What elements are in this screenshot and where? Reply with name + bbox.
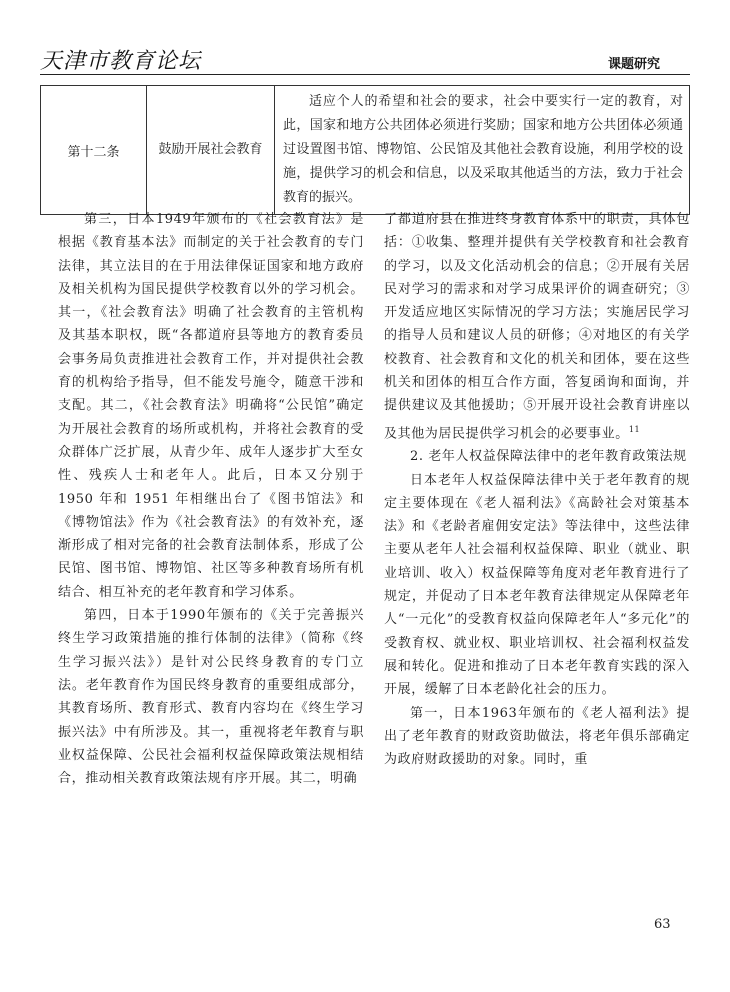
paragraph: 日本老年人权益保障法律中关于老年教育的规定主要体现在《老人福利法》《高龄社会对策基本法》和《老龄者雇佣安定法》等法律中，这些法律主要从老年人社会福利权益保障、职业（就业、职业培训、收入）权益保障等角度对老年教育进行了规定，并促动了日本老年教育法律规定从保障老年人“一元化”的受教育权益向保障老年人“多元化”的受教育权、就业权、职业培训权、社会福利权益发展和转化。促进和推动了日本老年教育实践的深入开展，缓解了日本老龄化社会的压力。 bbox=[384, 472, 690, 698]
footnote-marker: 11 bbox=[628, 424, 641, 434]
page-number: 63 bbox=[654, 917, 671, 932]
journal-logo: 天津市教育论坛 bbox=[40, 49, 202, 74]
paragraph: 第三，日本1949年颁布的《社会教育法》是根据《教育基本法》而制定的关于社会教育的专门法律，其立法目的在于用法律保证国家和地方政府及相关机构为国民提供学校教育以外的学习机会。其一，《社会教育法》明确了社会教育的主管机构及其基本职权，既“各都道府县等地方的教育委员会事务局负责推进社会教育工作，并对提供社会教育的机构给予指导，但不能发号施令，随意干涉和支配。其二，《社会教育法》明确将“公民馆”确定为开展社会教育的场所或机构，并将社会教育的受众群体广泛扩展，从青少年、成年人逐步扩大至女性、残疾人士和老年人。此后，日本又分别于 1950 年和 1951 年相继出台了《图书馆法》和《博物馆法》作为《社会教育法》的有效补充，逐渐形成了相对完备的社会教育法制体系，形成了公民馆、图书馆、博物馆、社区等多种教育场所有机结合、相互补充的老年教育和学习体系。 bbox=[58, 212, 364, 600]
law-table bbox=[40, 85, 690, 215]
paragraph: 第四，日本于1990年颁布的《关于完善振兴终生学习政策措施的推行体制的法律》（简称《终生学习振兴法》）是针对公民终身教育的专门立法。老年教育作为国民终身教育的重要组成部分，其教育场所、教育形式、教育内容均在《终生学习振兴法》中有所涉及。其一，重视将老年教育与职业权益保障、公民社会福利权益保障政策法规相结合，推动相关教育政策法规有序开展。其二，明确 bbox=[58, 608, 364, 787]
paragraph-text: 了都道府县在推进终身教育体系中的职责，具体包括：①收集、整理并提供有关学校教育和社会教育的学习，以及文化活动机会的信息；②开展有关居民对学习的需求和对学习成果评价的调查研究；③开发适应地区实际情况的学习方法；实施居民学习的指导人员和建议人员的研修；④对地区的有关学校教育、社会教育和文化的机关和团体，要在这些机关和团体的相互合作方面，答复函询和面询，并提供建议及其他援助；⑤开展开设社会教育讲座以及其他为居民提供学习机会的必要事业。 bbox=[384, 212, 690, 441]
section-rule bbox=[620, 74, 690, 75]
paragraph bbox=[384, 208, 690, 445]
table-row bbox=[41, 86, 690, 215]
paragraph: 第一，日本1963年颁布的《老人福利法》提出了老年教育的财政资助做法，将老年俱乐部确定为政府财政援助的对象。同时，重 bbox=[384, 705, 690, 768]
article-title: 鼓励开展社会教育 bbox=[147, 86, 275, 215]
right-column bbox=[384, 208, 690, 771]
article-content: 适应个人的希望和社会的要求，社会中要实行一定的教育，对此，国家和地方公共团体必须进行奖励；国家和地方公共团体必须通过设置图书馆、博物馆、公民馆及其他社会教育设施，利用学校的设施，提供学习的机会和信息，以及采取其他适当的方法，致力于社会教育的振兴。 bbox=[275, 86, 690, 215]
section-heading: 2. 老年人权益保障法律中的老年教育政策法规 bbox=[410, 449, 687, 465]
section-label: 课题研究 bbox=[608, 57, 661, 72]
left-column bbox=[58, 208, 364, 790]
article-number: 第十二条 bbox=[41, 86, 147, 215]
header-rule bbox=[40, 74, 620, 75]
